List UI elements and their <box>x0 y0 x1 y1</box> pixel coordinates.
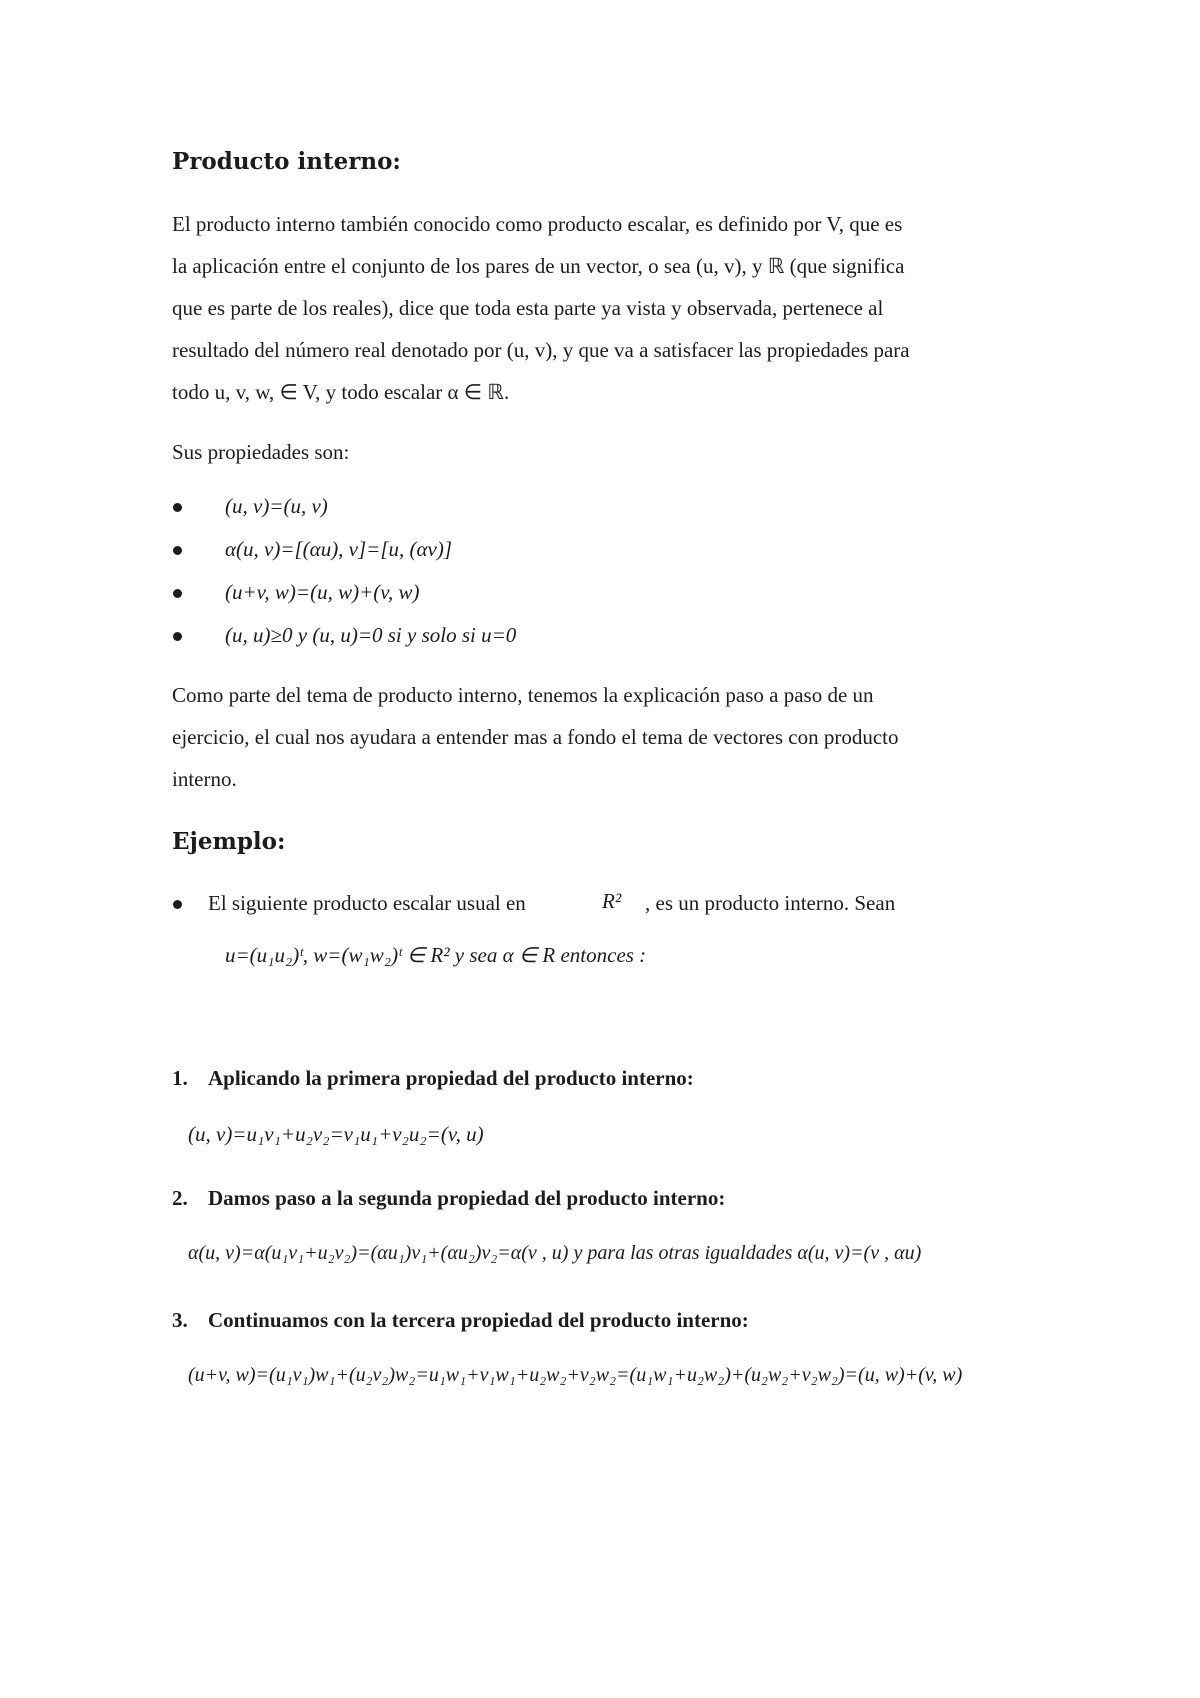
property-item: (u, v)=(u, v) <box>225 494 328 518</box>
step-heading: Continuamos con la tercera propiedad del producto interno: <box>208 1308 749 1332</box>
example-heading: Ejemplo: <box>172 828 286 855</box>
property-item: (u, u)≥0 y (u, u)=0 si y solo si u=0 <box>225 623 517 647</box>
step-number: 1. <box>172 1066 188 1090</box>
step-heading: Damos paso a la segunda propiedad del producto interno: <box>208 1186 726 1210</box>
page-title: Producto interno: <box>172 148 401 175</box>
intro-line: El producto interno también conocido como producto escalar, es definido por V, que es <box>172 212 903 236</box>
properties-label: Sus propiedades son: <box>172 440 350 464</box>
bullet-icon <box>173 546 182 555</box>
intro-line: que es parte de los reales), dice que toda esta parte ya vista y observada, pertenece al <box>172 296 884 320</box>
step-heading: Aplicando la primera propiedad del producto interno: <box>208 1066 694 1090</box>
step-formula: α(u, v)=α(u₁v₁+u₂v₂)=(αu₁)v₁+(αu₂)v₂=α(v , u) y para las otras igualdades α(u, v)=(v , αu) <box>188 1242 922 1264</box>
step-formula: (u+v, w)=(u₁v₁)w₁+(u₂v₂)w₂=u₁w₁+v₁w₁+u₂w₂+v₂w₂=(u₁w₁+u₂w₂)+(u₂w₂+v₂w₂)=(u, w)+(v, w) <box>188 1364 963 1386</box>
example-bullet-tail: , es un producto interno. Sean <box>645 891 896 915</box>
bullet-icon <box>173 589 182 598</box>
intro-line: resultado del número real denotado por (u, v), y que va a satisfacer las propiedades para <box>172 338 910 362</box>
step-number: 3. <box>172 1308 188 1332</box>
intro-line: todo u, v, w, ∈ V, y todo escalar α ∈ ℝ. <box>172 380 510 404</box>
example-bullet-text: El siguiente producto escalar usual en <box>208 891 526 915</box>
explanation-line: ejercicio, el cual nos ayudara a entender mas a fondo el tema de vectores con producto <box>172 725 899 749</box>
bullet-icon <box>173 632 182 641</box>
intro-line: la aplicación entre el conjunto de los pares de un vector, o sea (u, v), y ℝ (que significa <box>172 254 905 278</box>
step-formula: (u, v)=u₁v₁+u₂v₂=v₁u₁+v₂u₂=(v, u) <box>188 1122 484 1146</box>
bullet-icon <box>173 900 182 909</box>
example-formula: u=(u₁u₂)ᵗ, w=(w₁w₂)ᵗ ∈ R² y sea α ∈ R entonces : <box>225 943 647 967</box>
step-number: 2. <box>172 1186 188 1210</box>
explanation-line: interno. <box>172 767 237 791</box>
bullet-icon <box>173 503 182 512</box>
example-r2: R² <box>602 889 622 913</box>
explanation-line: Como parte del tema de producto interno, tenemos la explicación paso a paso de un <box>172 683 874 707</box>
property-item: (u+v, w)=(u, w)+(v, w) <box>225 580 420 604</box>
property-item: α(u, v)=[(αu), v]=[u, (αv)] <box>225 537 453 561</box>
